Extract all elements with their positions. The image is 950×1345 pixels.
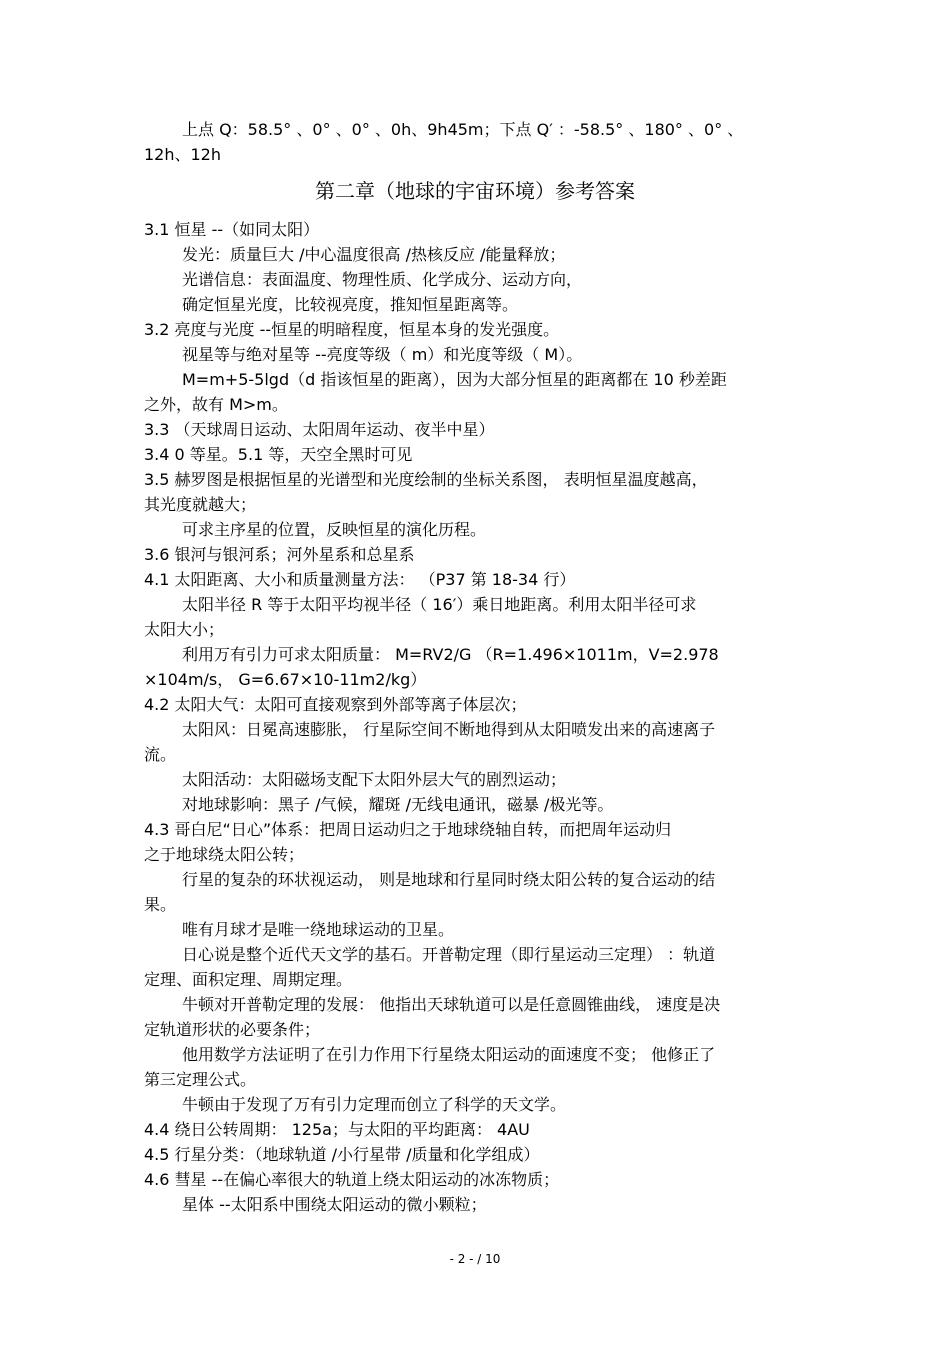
text-line: 牛顿对开普勒定理的发展： 他指出天球轨道可以是任意圆锥曲线， 速度是决 <box>182 995 721 1014</box>
text-line: 3.2 亮度与光度 --恒星的明暗程度，恒星本身的发光强度。 <box>144 320 560 339</box>
text-line: 视星等与绝对星等 --亮度等级（ m）和光度等级（ M）。 <box>182 345 583 364</box>
text-line: 4.3 哥白尼“日心”体系：把周日运动归之于地球绕轴自转，而把周年运动归 <box>144 820 672 839</box>
text-line: 太阳半径 R 等于太阳平均视半径（ 16′）乘日地距离。利用太阳半径可求 <box>182 595 697 614</box>
text-line: 上点 Q：58.5° 、0° 、0° 、0h、9h45m；下点 Q′ ：-58.5° 、180° 、0° 、 <box>182 120 744 139</box>
text-line: 4.6 彗星 --在偏心率很大的轨道上绕太阳运动的冰冻物质； <box>144 1170 560 1189</box>
text-line: 果。 <box>144 895 177 914</box>
text-line: 4.4 绕日公转周期： 125a；与太阳的平均距离： 4AU <box>144 1120 530 1139</box>
text-line: 3.6 银河与银河系；河外星系和总星系 <box>144 545 415 564</box>
page-number: - 2 - / 10 <box>449 1252 501 1266</box>
text-line: 确定恒星光度，比较视亮度，推知恒星距离等。 <box>182 295 519 314</box>
text-line: 12h、12h <box>144 145 222 164</box>
text-line: 3.4 0 等星。5.1 等，天空全黑时可见 <box>144 445 413 464</box>
text-line: 4.2 太阳大气：太阳可直接观察到外部等离子体层次； <box>144 695 527 714</box>
text-line: ×104m/s， G=6.67×10-11m2/kg） <box>144 670 427 689</box>
text-line: 太阳风：日冕高速膨胀， 行星际空间不断地得到从太阳喷发出来的高速离子 <box>182 720 716 739</box>
text-line: 4.1 太阳距离、大小和质量测量方法： （P37 第 18-34 行） <box>144 570 576 589</box>
text-line: 牛顿由于发现了万有引力定理而创立了科学的天文学。 <box>182 1095 567 1114</box>
text-line: 之外，故有 M>m。 <box>144 395 288 414</box>
text-line: 之于地球绕太阳公转； <box>144 845 305 864</box>
text-line: 可求主序星的位置，反映恒星的演化历程。 <box>182 520 487 539</box>
chapter-title: 第二章（地球的宇宙环境）参考答案 <box>315 179 635 203</box>
text-line: 光谱信息：表面温度、物理性质、化学成分、运动方向， <box>182 270 583 289</box>
text-line: 其光度就越大； <box>144 495 257 514</box>
text-line: 流。 <box>144 745 177 764</box>
text-line: 3.5 赫罗图是根据恒星的光谱型和光度绘制的坐标关系图， 表明恒星温度越高， <box>144 470 708 489</box>
text-line: 唯有月球才是唯一绕地球运动的卫星。 <box>182 920 455 939</box>
text-line: M=m+5-5lgd（d 指该恒星的距离），因为大部分恒星的距离都在 10 秒差距 <box>182 370 727 389</box>
text-line: 第三定理公式。 <box>144 1070 257 1089</box>
text-line: 定理、面积定理、周期定理。 <box>144 970 353 989</box>
text-line: 星体 --太阳系中围绕太阳运动的微小颗粒； <box>182 1195 487 1214</box>
text-line: 行星的复杂的环状视运动， 则是地球和行星同时绕太阳公转的复合运动的结 <box>182 870 716 889</box>
text-line: 太阳活动：太阳磁场支配下太阳外层大气的剧烈运动； <box>182 770 567 789</box>
text-line: 太阳大小； <box>144 620 225 639</box>
text-line: 对地球影响：黑子 /气候，耀斑 /无线电通讯，磁暴 /极光等。 <box>182 795 614 814</box>
text-line: 日心说是整个近代天文学的基石。开普勒定理（即行星运动三定理） ：轨道 <box>182 945 716 964</box>
text-line: 定轨道形状的必要条件； <box>144 1020 321 1039</box>
text-line: 3.3 （天球周日运动、太阳周年运动、夜半中星） <box>144 420 495 439</box>
text-line: 3.1 恒星 --（如同太阳） <box>144 220 320 239</box>
text-line: 他用数学方法证明了在引力作用下行星绕太阳运动的面速度不变； 他修正了 <box>182 1045 716 1064</box>
text-line: 4.5 行星分类：（地球轨道 /小行星带 /质量和化学组成） <box>144 1145 540 1164</box>
text-line: 利用万有引力可求太阳质量： M=RV2/G （R=1.496×1011m，V=2.978 <box>182 645 719 664</box>
text-line: 发光：质量巨大 /中心温度很高 /热核反应 /能量释放； <box>182 245 566 264</box>
